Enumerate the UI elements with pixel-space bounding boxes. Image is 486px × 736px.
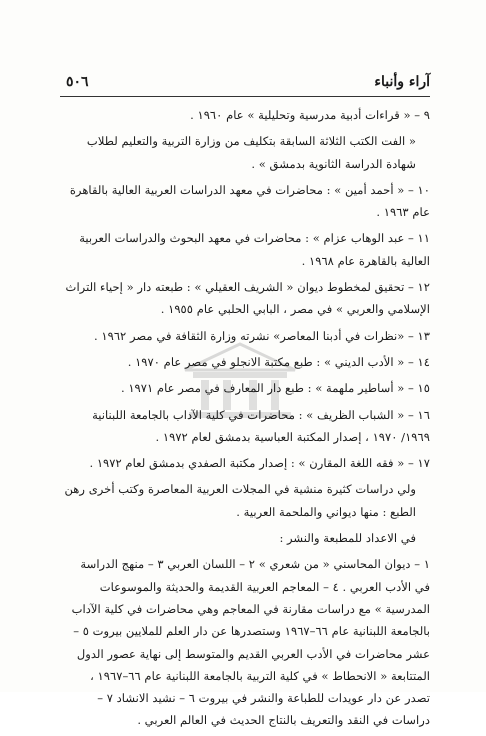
section-heading: في الاعداد للمطبعة والنشر : — [279, 531, 416, 546]
paragraph: ١٥ – « أساطير ملهمة » : طبع دار المعارف في مصر عام ١٩٧١ . — [120, 381, 430, 396]
paragraph: ١ – ديوان المحاسني « من شعري » ٢ – اللسان العربي ٣ – منهج الدراسة في الأدب العربي . ٤ – المعاجم العربية القديمة والحديثة والموسوعات المدرسية » مع دراسات مقارنة في المعاجم وهي محاضرات في كلية الآداب بالجامعة اللبنانية عام ٦٦–١٩٦٧ وستصدرها عن دار العلم للملايين بيروت ٥ – عشر محاضرات في الأدب العربي القديم والمتوسط إلى نهاية عصور الدول المتتابعة « الانحطاط » في كلية التربية بالجامعة اللبنانية عام ٦٦–١٩٦٧ ، تصدر عن دار عويدات للطباعة والنشر في بيروت ٦ – نشيد الانشاد ٧ – دراسات في النقد والتعريف بالنتاج الحديث في العالم العربي . — [71, 557, 430, 728]
paragraph: ١١ – عبد الوهاب عزام » : محاضرات في معهد البحوث والدراسات العربية العالية بالقاهرة عام ١٩٦٨ . — [79, 231, 430, 268]
paragraph: « الفت الكتب الثلاثة السابقة بتكليف من وزارة التربية والتعليم لطلاب شهادة الدراسة الثانوية بدمشق » . — [86, 134, 416, 171]
paragraph: ١٢ – تحقيق لمخطوط ديوان « الشريف العقيلي » : طبعته دار « إحياء التراث الإسلامي والعربي » في مصر ، البابي الحلبي عام ١٩٥٥ . — [65, 280, 430, 317]
paragraph: ٩ – « قراءات أدبية مدرسية وتحليلية » عام ١٩٦٠ . — [190, 108, 430, 122]
running-title: آراء وأنباء — [374, 74, 430, 90]
body-text — [62, 104, 430, 736]
page-number: ٥٠٦ — [66, 74, 89, 90]
page-header — [60, 74, 430, 97]
paragraph: ولي دراسات كثيرة منشية في المجلات العربية المعاصرة وكتب أخرى رهن الطبع : منها ديواني والملحمة العربية . — [64, 482, 416, 519]
paragraph: ١٠ – « أحمد أمين » : محاضرات في معهد الدراسات العربية العالية بالقاهرة عام ١٩٦٣ . — [69, 182, 430, 220]
paragraph: ١٤ – « الأدب الديني » : طبع مكتبة الانجلو في مصر عام ١٩٧٠ . — [127, 354, 430, 369]
paragraph: ١٣ – «نظرات في أدبنا المعاصر» نشرته وزارة الثقافة في مصر ١٩٦٢ . — [93, 328, 430, 343]
paragraph: ١٧ – « فقه اللغة المقارن » : إصدار مكتبة الصفدي بدمشق لعام ١٩٧٢ . — [89, 456, 430, 471]
paragraph: ١٦ – « الشباب الظريف » : محاضرات في كلية الآداب بالجامعة اللبنانية ١٩٦٩/ ١٩٧٠ ، إصدار المكتبة العباسية بدمشق لعام ١٩٧٢ . — [92, 407, 430, 444]
